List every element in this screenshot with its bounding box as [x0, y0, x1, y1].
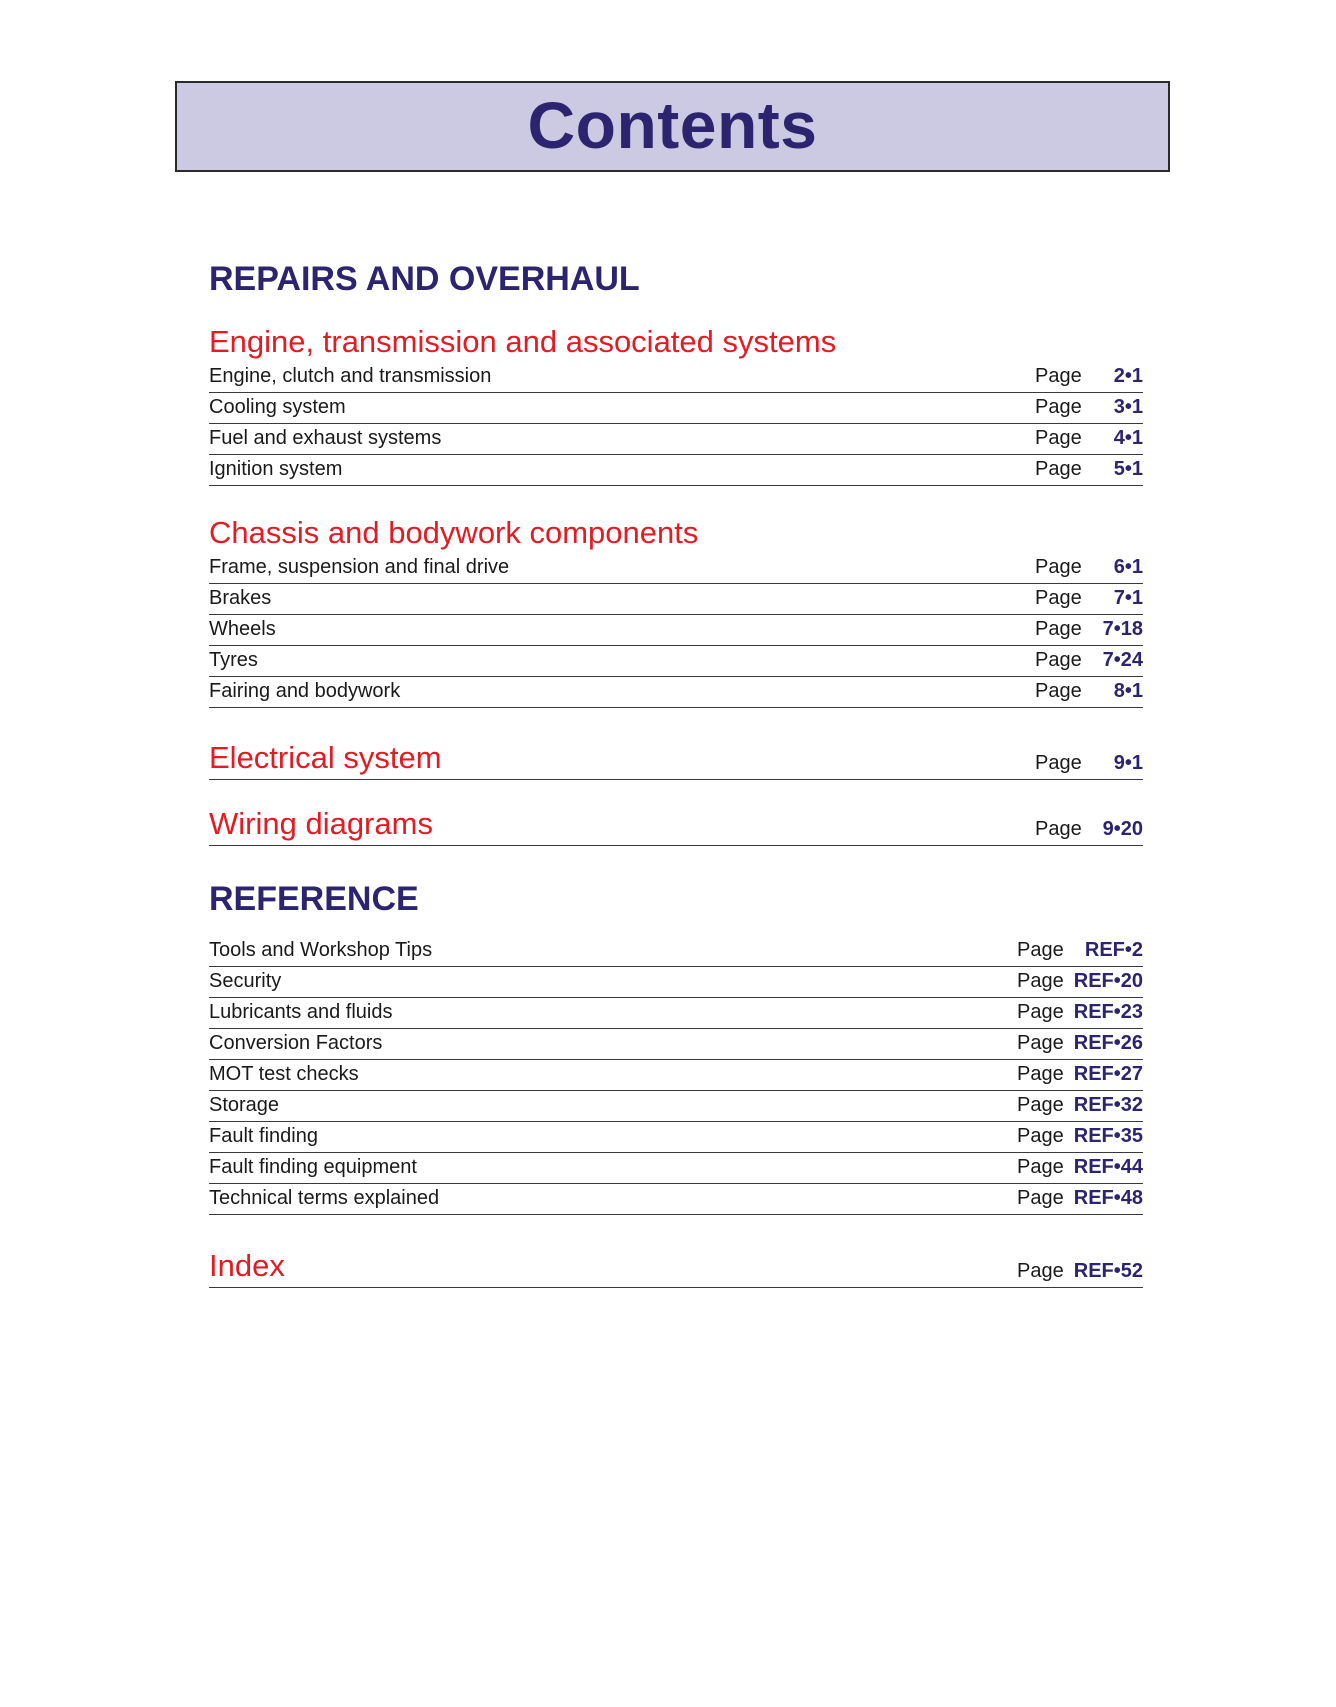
page-number: REF•32	[1073, 1094, 1143, 1116]
toc-entry-fault-finding[interactable]	[209, 1122, 1143, 1153]
page-number: 7•18	[1102, 618, 1143, 640]
page-word: Page	[1035, 427, 1082, 449]
toc-entry-conversion-factors[interactable]	[209, 1029, 1143, 1060]
page-number: REF•48	[1073, 1187, 1143, 1209]
page-number: REF•35	[1073, 1125, 1143, 1147]
toc-entry-label: Wheels	[209, 618, 276, 640]
toc-entry-label: Fairing and bodywork	[209, 680, 401, 702]
toc-entry-label: Ignition system	[209, 458, 343, 480]
page-number: 2•1	[1113, 365, 1143, 387]
page-number: 4•1	[1113, 427, 1143, 449]
toc-entry-fuel-exhaust[interactable]	[209, 424, 1143, 455]
toc-entry-wheels[interactable]	[209, 615, 1143, 646]
page-number: 7•1	[1113, 587, 1143, 609]
page-number: REF•2	[1084, 939, 1143, 961]
page-number: REF•26	[1073, 1032, 1143, 1054]
page-word: Page	[1017, 1187, 1064, 1209]
page-title: Contents	[527, 87, 818, 162]
page-word: Page	[1017, 1001, 1064, 1023]
toc-entry-technical-terms[interactable]	[209, 1184, 1143, 1215]
toc-entry-label: Electrical system	[209, 740, 442, 775]
toc-entry-label: Cooling system	[209, 396, 346, 418]
toc-entry-electrical-system[interactable]	[209, 734, 1143, 780]
page-word: Page	[1017, 1156, 1064, 1178]
toc-entry-brakes[interactable]	[209, 584, 1143, 615]
reference-heading: REFERENCE	[209, 880, 419, 918]
page-number: 9•20	[1102, 818, 1143, 840]
page-number: 7•24	[1102, 649, 1143, 671]
page-word: Page	[1017, 1032, 1064, 1054]
page-word: Page	[1017, 1260, 1064, 1282]
toc-entry-storage[interactable]	[209, 1091, 1143, 1122]
toc-entry-label: Frame, suspension and final drive	[209, 556, 510, 578]
page-word: Page	[1035, 752, 1082, 774]
toc-entry-lubricants[interactable]	[209, 998, 1143, 1029]
page-word: Page	[1035, 556, 1082, 578]
toc-entry-fault-finding-equipment[interactable]	[209, 1153, 1143, 1184]
toc-entry-label: Wiring diagrams	[209, 806, 433, 841]
toc-entry-tyres[interactable]	[209, 646, 1143, 677]
toc-entry-label: Security	[209, 970, 282, 992]
page-number: 3•1	[1113, 396, 1143, 418]
engine-subheading: Engine, transmission and associated systems	[209, 324, 837, 359]
toc-entry-cooling[interactable]	[209, 393, 1143, 424]
toc-entry-label: Engine, clutch and transmission	[209, 365, 492, 387]
page-number: REF•44	[1073, 1156, 1143, 1178]
toc-entry-label: Fault finding equipment	[209, 1156, 417, 1178]
page-number: 9•1	[1113, 752, 1143, 774]
toc-entry-mot-checks[interactable]	[209, 1060, 1143, 1091]
page-word: Page	[1035, 587, 1082, 609]
repairs-heading: REPAIRS AND OVERHAUL	[209, 260, 640, 298]
title-banner	[175, 81, 1170, 172]
toc-entry-engine-clutch[interactable]	[209, 362, 1143, 393]
toc-entry-security[interactable]	[209, 967, 1143, 998]
page-number: 5•1	[1113, 458, 1143, 480]
toc-entry-ignition[interactable]	[209, 455, 1143, 486]
page-word: Page	[1017, 1125, 1064, 1147]
page-word: Page	[1035, 396, 1082, 418]
page-word: Page	[1035, 458, 1082, 480]
page-word: Page	[1035, 818, 1082, 840]
toc-entry-label: Brakes	[209, 587, 272, 609]
toc-entry-wiring-diagrams[interactable]	[209, 800, 1143, 846]
page-word: Page	[1035, 365, 1082, 387]
toc-entry-index[interactable]	[209, 1242, 1143, 1288]
page-number: REF•52	[1073, 1260, 1143, 1282]
toc-entry-label: Storage	[209, 1094, 280, 1116]
page-word: Page	[1035, 618, 1082, 640]
toc-entry-label: Conversion Factors	[209, 1032, 383, 1054]
toc-entry-label: Fuel and exhaust systems	[209, 427, 442, 449]
page-word: Page	[1017, 970, 1064, 992]
toc-entry-label: Index	[209, 1248, 285, 1283]
page-number: REF•20	[1073, 970, 1143, 992]
toc-entry-label: Tools and Workshop Tips	[209, 939, 433, 961]
toc-entry-label: MOT test checks	[209, 1063, 359, 1085]
page-number: REF•27	[1073, 1063, 1143, 1085]
toc-entry-tools-tips[interactable]	[209, 936, 1143, 967]
page-word: Page	[1035, 649, 1082, 671]
page-number: REF•23	[1073, 1001, 1143, 1023]
page-number: 6•1	[1113, 556, 1143, 578]
chassis-subheading: Chassis and bodywork components	[209, 515, 699, 550]
toc-entry-label: Tyres	[209, 649, 258, 671]
page-word: Page	[1017, 1094, 1064, 1116]
toc-entry-fairing-bodywork[interactable]	[209, 677, 1143, 708]
page-word: Page	[1035, 680, 1082, 702]
page-word: Page	[1017, 1063, 1064, 1085]
toc-entry-frame-suspension[interactable]	[209, 553, 1143, 584]
page-number: 8•1	[1113, 680, 1143, 702]
toc-entry-label: Lubricants and fluids	[209, 1001, 393, 1023]
toc-entry-label: Fault finding	[209, 1125, 318, 1147]
page-word: Page	[1017, 939, 1064, 961]
toc-entry-label: Technical terms explained	[209, 1187, 440, 1209]
